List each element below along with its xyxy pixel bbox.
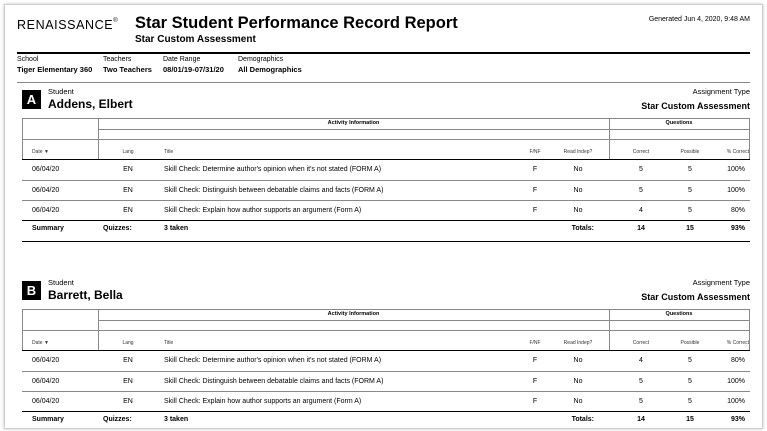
possible-column-header: Possible bbox=[680, 149, 700, 155]
possible-column-header: Possible bbox=[680, 340, 700, 346]
row-date: 06/04/20 bbox=[32, 357, 60, 364]
total-correct: 14 bbox=[637, 416, 645, 423]
student-name: Barrett, Bella bbox=[48, 288, 123, 302]
pct-correct-column-header: % Correct bbox=[726, 149, 749, 155]
row-read-indep: No bbox=[573, 357, 583, 364]
row-fnf: F bbox=[532, 187, 538, 194]
title-column-header: Title bbox=[164, 340, 174, 346]
table-rule bbox=[22, 371, 750, 372]
quizzes-value: 3 taken bbox=[164, 225, 189, 232]
renaissance-logo: RENAISSANCE® bbox=[17, 17, 119, 32]
row-possible: 5 bbox=[688, 207, 692, 214]
row-pct-correct: 100% bbox=[727, 166, 745, 173]
activity-information-header: Activity Information bbox=[327, 120, 380, 126]
meta-school: School Tiger Elementary 360 bbox=[17, 56, 93, 74]
table-rule bbox=[22, 241, 750, 242]
date-column-header[interactable] bbox=[32, 340, 49, 346]
row-fnf: F bbox=[532, 378, 538, 385]
row-read-indep: No bbox=[573, 187, 583, 194]
student-section bbox=[5, 278, 762, 429]
generated-timestamp: Generated Jun 4, 2020, 9:48 AM bbox=[648, 16, 750, 23]
row-lang: EN bbox=[123, 398, 133, 405]
table-rule bbox=[22, 159, 750, 160]
row-read-indep: No bbox=[573, 166, 583, 173]
row-title: Skill Check: Determine author's opinion when it's not stated (FORM A) bbox=[164, 357, 382, 364]
assignment-type-label: Assignment Type bbox=[692, 87, 750, 96]
row-lang: EN bbox=[123, 166, 133, 173]
row-read-indep: No bbox=[573, 378, 583, 385]
column-rule bbox=[22, 309, 23, 350]
table-rule bbox=[22, 200, 750, 201]
row-date: 06/04/20 bbox=[32, 398, 60, 405]
row-correct: 5 bbox=[639, 398, 643, 405]
summary-label: Summary bbox=[32, 416, 64, 423]
group-header-rule bbox=[98, 320, 750, 321]
report-subtitle: Star Custom Assessment bbox=[135, 34, 256, 45]
row-pct-correct: 100% bbox=[727, 187, 745, 194]
quizzes-label: Quizzes: bbox=[103, 416, 132, 423]
fnf-column-header: F/NF bbox=[529, 149, 541, 155]
correct-column-header: Correct bbox=[632, 340, 650, 346]
assignment-type-value: Star Custom Assessment bbox=[641, 292, 750, 302]
questions-header: Questions bbox=[665, 120, 693, 126]
read-indep-column-header: Read Indep? bbox=[563, 340, 593, 346]
row-pct-correct: 100% bbox=[727, 378, 745, 385]
report-title: Star Student Performance Record Report bbox=[135, 14, 458, 32]
activity-table bbox=[22, 118, 750, 238]
report-page bbox=[4, 4, 763, 429]
row-pct-correct: 100% bbox=[727, 398, 745, 405]
row-title: Skill Check: Distinguish between debatable claims and facts (FORM A) bbox=[164, 187, 384, 194]
table-rule bbox=[22, 411, 750, 412]
row-fnf: F bbox=[532, 398, 538, 405]
row-title: Skill Check: Explain how author supports an argument (Form A) bbox=[164, 398, 362, 405]
row-correct: 5 bbox=[639, 378, 643, 385]
read-indep-column-header: Read Indep? bbox=[563, 149, 593, 155]
date-header-label: Date bbox=[32, 149, 43, 155]
row-correct: 5 bbox=[639, 187, 643, 194]
row-title: Skill Check: Explain how author supports an argument (Form A) bbox=[164, 207, 362, 214]
table-rule bbox=[22, 391, 750, 392]
table-rule bbox=[22, 220, 750, 221]
row-possible: 5 bbox=[688, 378, 692, 385]
table-rule bbox=[22, 118, 750, 119]
questions-header: Questions bbox=[665, 311, 693, 317]
total-pct-correct: 93% bbox=[730, 225, 745, 232]
total-possible: 15 bbox=[686, 416, 694, 423]
row-title: Skill Check: Determine author's opinion when it's not stated (FORM A) bbox=[164, 166, 382, 173]
row-possible: 5 bbox=[688, 166, 692, 173]
student-letter-badge: A bbox=[22, 90, 41, 109]
row-lang: EN bbox=[123, 357, 133, 364]
column-rule bbox=[749, 118, 750, 159]
row-pct-correct: 80% bbox=[730, 207, 745, 214]
group-header-rule bbox=[98, 129, 750, 130]
meta-divider bbox=[17, 82, 750, 83]
student-letter-badge: B bbox=[22, 281, 41, 300]
date-header-label: Date bbox=[32, 340, 43, 346]
row-fnf: F bbox=[532, 166, 538, 173]
total-correct: 14 bbox=[637, 225, 645, 232]
totals-label: Totals: bbox=[571, 225, 594, 232]
student-section bbox=[5, 87, 762, 247]
lang-column-header: Lang bbox=[122, 340, 134, 346]
table-rule bbox=[22, 180, 750, 181]
correct-column-header: Correct bbox=[632, 149, 650, 155]
row-fnf: F bbox=[532, 357, 538, 364]
caret-down-icon: ▼ bbox=[42, 340, 49, 346]
row-lang: EN bbox=[123, 207, 133, 214]
caret-down-icon: ▼ bbox=[42, 149, 49, 155]
row-lang: EN bbox=[123, 187, 133, 194]
row-date: 06/04/20 bbox=[32, 166, 60, 173]
fnf-column-header: F/NF bbox=[529, 340, 541, 346]
row-possible: 5 bbox=[688, 187, 692, 194]
row-pct-correct: 80% bbox=[730, 357, 745, 364]
row-read-indep: No bbox=[573, 207, 583, 214]
table-rule bbox=[22, 330, 750, 331]
row-title: Skill Check: Distinguish between debatable claims and facts (FORM A) bbox=[164, 378, 384, 385]
quizzes-value: 3 taken bbox=[164, 416, 189, 423]
totals-label: Totals: bbox=[571, 416, 594, 423]
assignment-type-value: Star Custom Assessment bbox=[641, 101, 750, 111]
row-date: 06/04/20 bbox=[32, 207, 60, 214]
header-divider bbox=[17, 52, 750, 54]
date-column-header[interactable] bbox=[32, 149, 49, 155]
row-lang: EN bbox=[123, 378, 133, 385]
row-correct: 4 bbox=[639, 357, 643, 364]
table-rule bbox=[22, 350, 750, 351]
student-name: Addens, Elbert bbox=[48, 97, 133, 111]
row-date: 06/04/20 bbox=[32, 378, 60, 385]
quizzes-label: Quizzes: bbox=[103, 225, 132, 232]
meta-date-range: Date Range 08/01/19-07/31/20 bbox=[163, 56, 224, 74]
lang-column-header: Lang bbox=[122, 149, 134, 155]
student-label: Student bbox=[48, 87, 74, 96]
row-correct: 4 bbox=[639, 207, 643, 214]
table-rule bbox=[22, 309, 750, 310]
summary-label: Summary bbox=[32, 225, 64, 232]
student-label: Student bbox=[48, 278, 74, 287]
title-column-header: Title bbox=[164, 149, 174, 155]
row-fnf: F bbox=[532, 207, 538, 214]
assignment-type-label: Assignment Type bbox=[692, 278, 750, 287]
meta-demographics: Demographics All Demographics bbox=[238, 56, 302, 74]
row-possible: 5 bbox=[688, 398, 692, 405]
table-rule bbox=[22, 139, 750, 140]
pct-correct-column-header: % Correct bbox=[726, 340, 749, 346]
meta-teachers: Teachers Two Teachers bbox=[103, 56, 152, 74]
row-possible: 5 bbox=[688, 357, 692, 364]
total-possible: 15 bbox=[686, 225, 694, 232]
column-rule bbox=[22, 118, 23, 159]
row-correct: 5 bbox=[639, 166, 643, 173]
total-pct-correct: 93% bbox=[730, 416, 745, 423]
row-date: 06/04/20 bbox=[32, 187, 60, 194]
column-rule bbox=[749, 309, 750, 350]
activity-table bbox=[22, 309, 750, 429]
activity-information-header: Activity Information bbox=[327, 311, 380, 317]
row-read-indep: No bbox=[573, 398, 583, 405]
